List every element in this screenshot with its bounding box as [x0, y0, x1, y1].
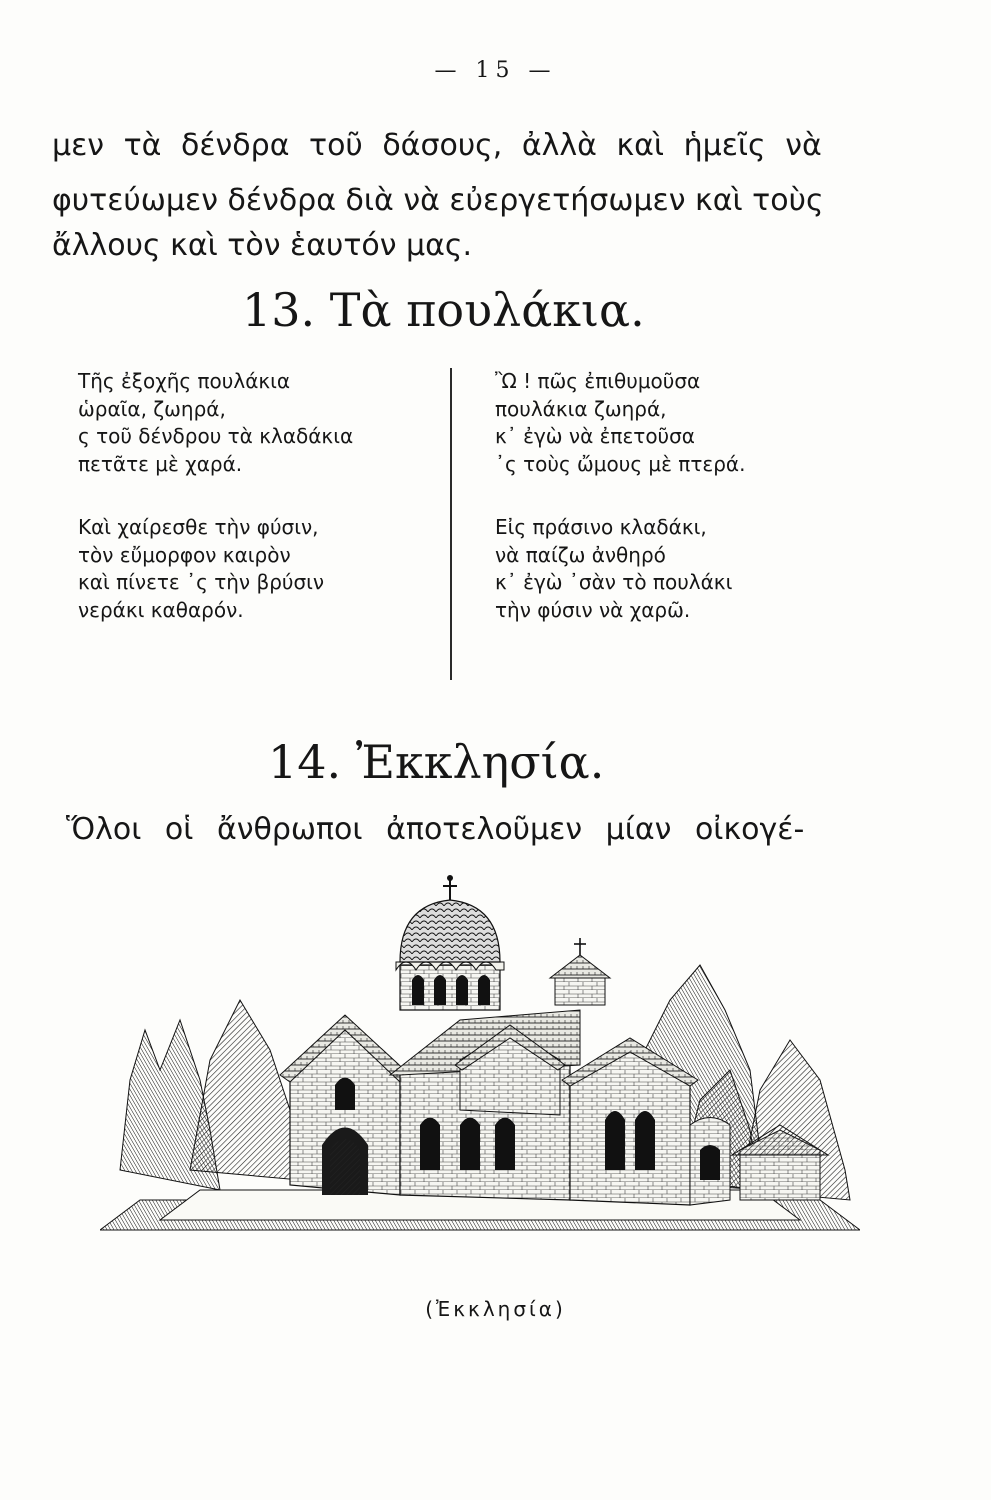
- poem-verse: τὴν φύσιν νὰ χαρῶ.: [495, 597, 691, 622]
- poem-right-column: [495, 368, 745, 660]
- poem-verse: Τῆς ἐξοχῆς πουλάκια: [78, 369, 291, 393]
- poem-stanza: [78, 368, 353, 478]
- poem-verse: τὸν εὔμορφον καιρὸν: [78, 542, 291, 567]
- poem-verse: Εἰς πράσινο κλαδάκι,: [495, 515, 707, 539]
- poem-verse: Καὶ χαίρεσθε τὴν φύσιν,: [78, 515, 319, 539]
- poem-verse: καὶ πίνετε ᾽ς τὴν βρύσιν: [78, 570, 325, 594]
- illustration-caption: (Ἐκκλησία): [425, 1297, 566, 1321]
- tree-icon: [120, 1000, 300, 1190]
- poem-verse: ὡραῖα, ζωηρά,: [78, 396, 226, 421]
- poem-verse: ς τοῦ δένδρου τὰ κλαδάκια: [78, 424, 354, 448]
- poem-verse: ᾽ς τοὺς ὤμους μὲ πτερά.: [495, 451, 746, 476]
- church-engraving-icon: [100, 870, 860, 1250]
- poem-verse: Ὢ ! πῶς ἐπιθυμοῦσα: [495, 369, 701, 393]
- column-divider: [450, 368, 452, 680]
- poem-verse: νὰ παίζω ἀνθηρό: [495, 542, 666, 567]
- poem-stanza: [495, 368, 745, 478]
- prose-line: ἄλλους καὶ τὸν ἑαυτόν μας.: [52, 228, 473, 263]
- prose-line: φυτεύωμεν δένδρα διὰ νὰ εὐεργετήσωμεν καὶ τοὺς: [52, 183, 824, 218]
- poem-verse: πουλάκια ζωηρά,: [495, 396, 667, 421]
- prose-line: μεν τὰ δένδρα τοῦ δάσους, ἀλλὰ καὶ ἡμεῖς νὰ: [52, 128, 822, 163]
- page-number: — 15 —: [434, 58, 557, 83]
- poem-stanza: [78, 514, 353, 624]
- poem-stanza: [495, 514, 745, 624]
- poem-left-column: [78, 368, 353, 660]
- section-heading-14: 14. Ἐκκλησία.: [268, 735, 605, 789]
- poem-verse: κ᾽ ἐγὼ ᾽σὰν τὸ πουλάκι: [495, 570, 733, 594]
- section-heading-13: 13. Τὰ πουλάκια.: [242, 283, 645, 337]
- poem-verse: πετᾶτε μὲ χαρά.: [78, 451, 243, 476]
- poem-verse: κ᾽ ἐγὼ νὰ ἐπετοῦσα: [495, 424, 695, 448]
- prose-line: Ὅλοι οἱ ἄνθρωποι ἀποτελοῦμεν μίαν οἰκογέ-: [66, 812, 805, 847]
- poem-verse: νεράκι καθαρόν.: [78, 597, 244, 622]
